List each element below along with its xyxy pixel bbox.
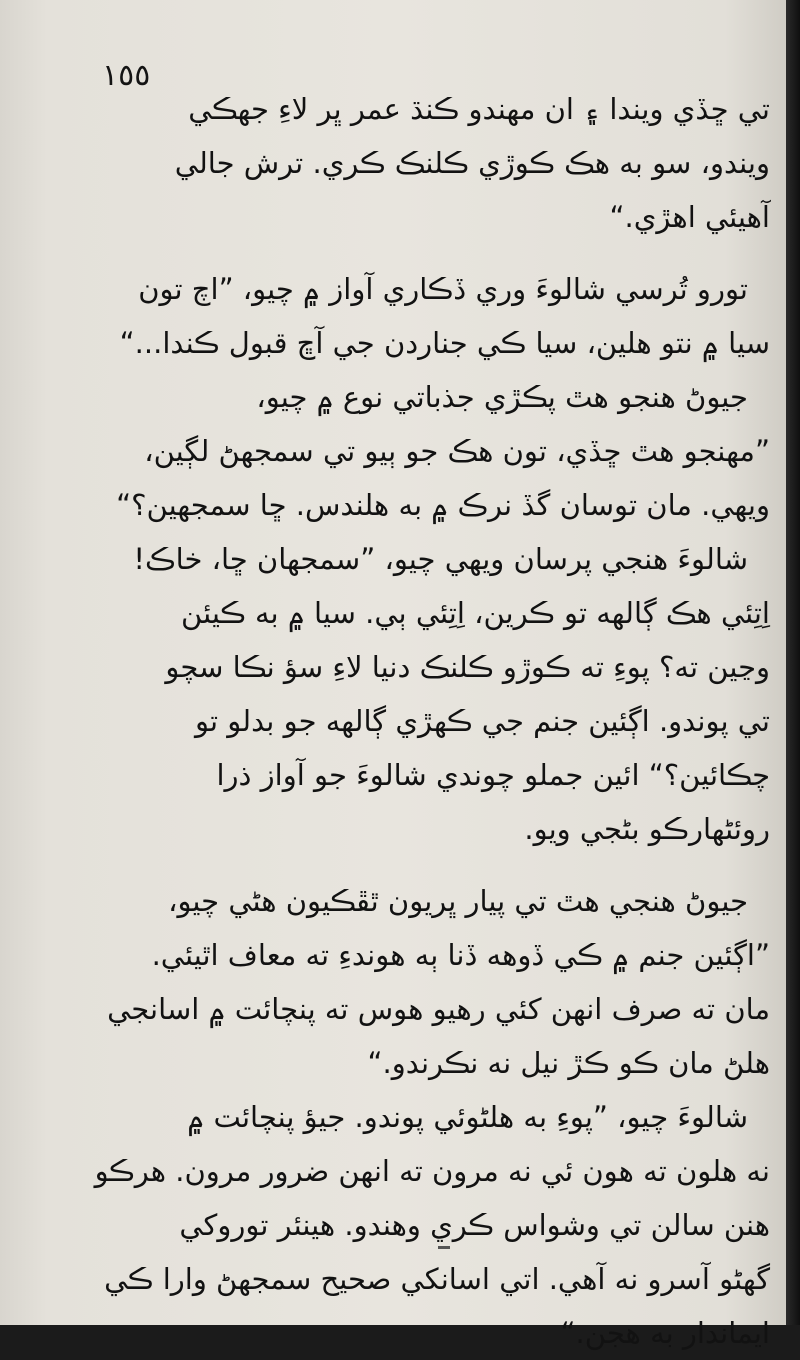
text-line: شالوءَ چيو، ”پوءِ به هلڻوئي پوندو. جيؤ پنچائت ۾: [187, 1100, 748, 1134]
text-line: جيوڻ هنجو هٿ پڪڙي جذباتي نوع ۾ چيو،: [256, 380, 748, 414]
text-line: گهڻو آسرو نه آهي. اتي اسانکي صحيح سمجهڻ وارا ڪي: [104, 1262, 770, 1296]
text-line: اِتِئي هڪ ڳالهه تو ڪرين، اِتِئي ٻي. سيا ۾ به ڪيئن: [181, 596, 770, 630]
text-line: مان ته صرف انهن کئي رهيو هوس ته پنچائت ۾ اسانجي: [107, 992, 770, 1026]
page-text: [62, 82, 770, 1360]
text-line: تورو تُرسي شالوءَ وري ڏڪاري آواز ۾ چيو، ”اچ تون: [138, 272, 748, 306]
text-line: ويندو، سو به هڪ ڪوڙي ڪلنڪ ڪري. ترش جالي: [174, 146, 770, 180]
text-line: شالوءَ هنجي پرسان ويهي چيو، ”سمجهان ڇا، خاڪ!: [133, 542, 748, 576]
text-line: آهيئي اهڙي.“: [609, 200, 770, 234]
text-line: چڪائين؟“ ائين جملو چوندي شالوءَ جو آواز ذرا: [216, 758, 770, 792]
text-line: نه هلون ته هون ئي نه مرون ته انهن ضرور مرون. هرڪو: [94, 1154, 770, 1188]
text-line: تي ڇڏي ويندا ۽ ان مهندو ڪنڌ عمر ڀر لاءِ جهڪي: [188, 92, 770, 126]
text-line: ايماندار به هجن.“: [560, 1316, 770, 1350]
text-line: ويهي. مان توسان گڏ نرڪ ۾ به هلندس. ڇا سمجهين؟“: [116, 488, 770, 522]
ink-mark: [438, 1246, 450, 1249]
text-line: جيوڻ هنجي هٿ تي پيار ڀريون ٿڦڪيون هڻي چيو،: [168, 884, 748, 918]
text-line: سيا ۾ نتو هلين، سيا ڪي جناردن جي آڇ قبول ڪندا...“: [119, 326, 770, 360]
text-line: تي پوندو. اڳئين جنم جي ڪهڙي ڳالهه جو بدلو تو: [194, 704, 770, 738]
page-number: ١٥٥: [102, 58, 151, 93]
text-line: وڃين ته؟ پوءِ ته ڪوڙو ڪلنڪ دنيا لاءِ سؤ نڪا سچو: [165, 650, 770, 684]
text-line: ”اڳئين جنم ۾ ڪي ڏوهه ڏنا ٻه هوندءِ ته معاف اٿيئي.: [151, 938, 770, 972]
text-line: روئڻهارڪو بڻجي ويو.: [524, 812, 770, 846]
text-line: ”مهنجو هٿ ڇڏي، تون هڪ جو ٻيو تي سمجهڻ لڳين،: [144, 434, 770, 468]
page-edge-shadow: [786, 0, 800, 1325]
text-line: هنن سالن تي وشواس ڪري وهندو. هينئر توروکي: [179, 1208, 770, 1242]
text-line: هلڻ مان ڪو ڪڙ نيل نه نڪرندو.“: [367, 1046, 770, 1080]
